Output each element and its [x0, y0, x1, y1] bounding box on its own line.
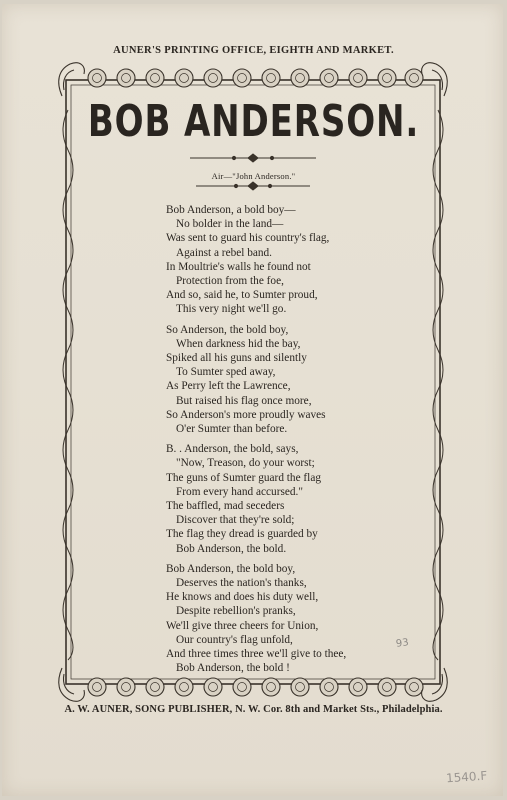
lyric-line: In Moultrie's walls he found not	[166, 260, 311, 273]
publisher-footer: A. W. AUNER, SONG PUBLISHER, N. W. Cor. 8th and Market Sts., Philadelphia.	[64, 704, 443, 715]
stanza	[166, 562, 426, 676]
lyric-line: As Perry left the Lawrence,	[166, 380, 291, 393]
stanza	[166, 323, 426, 437]
lyric-line: Deserves the nation's thanks,	[176, 577, 307, 590]
lyric-line: When darkness hid the bay,	[176, 337, 301, 350]
catalog-mark: 1540.F	[445, 768, 488, 786]
lyric-line: And three times three we'll give to thee,	[166, 648, 347, 661]
lyric-line: No bolder in the land—	[176, 218, 284, 231]
lyric-line: B. . Anderson, the bold, says,	[166, 443, 299, 456]
lyric-line: Against a rebel band.	[176, 246, 272, 259]
lyric-line: Discover that they're sold;	[176, 514, 295, 527]
air-subtitle: Air—"John Anderson."	[211, 171, 296, 181]
lyric-line: The flag they dread is guarded by	[166, 528, 318, 541]
lyric-line: The guns of Sumter guard the flag	[166, 471, 321, 484]
lyric-line: Bob Anderson, the bold.	[176, 542, 287, 555]
stanza	[166, 442, 426, 556]
lyric-line: Protection from the foe,	[176, 275, 284, 288]
stanza	[166, 203, 426, 317]
lyric-line: "Now, Treason, do your worst;	[176, 457, 315, 470]
lyric-line: He knows and does his duty well,	[166, 591, 319, 604]
song-title: BOB ANDERSON.	[87, 96, 420, 147]
lyric-line: O'er Sumter than before.	[176, 423, 288, 436]
lyric-line: Despite rebellion's pranks,	[176, 605, 296, 618]
lyric-line: Bob Anderson, the bold !	[176, 662, 290, 675]
lyric-line: We'll give three cheers for Union,	[166, 619, 319, 632]
lyrics	[166, 203, 426, 682]
lyric-line: So Anderson, the bold boy,	[166, 323, 289, 336]
pencil-annotation: 93	[395, 637, 410, 650]
lyric-line: To Sumter sped away,	[176, 366, 276, 379]
lyric-line: Our country's flag unfold,	[176, 633, 293, 646]
top-rosettes	[88, 69, 423, 87]
lyric-line: So Anderson's more proudly waves	[166, 408, 326, 421]
printer-header: AUNER'S PRINTING OFFICE, EIGHTH AND MARKET.	[113, 45, 394, 56]
lyric-line: This very night we'll go.	[176, 303, 287, 316]
lyric-line: Bob Anderson, a bold boy—	[166, 204, 296, 216]
lyric-line: The baffled, mad seceders	[166, 500, 285, 513]
lyric-line: Was sent to guard his country's flag,	[166, 232, 330, 245]
lyric-line: Spiked all his guns and silently	[166, 352, 307, 365]
lyric-line: Bob Anderson, the bold boy,	[166, 562, 296, 575]
lyric-line: But raised his flag once more,	[176, 394, 312, 407]
lyric-line: From every hand accursed."	[176, 485, 303, 498]
lyric-line: And so, said he, to Sumter proud,	[166, 289, 318, 302]
